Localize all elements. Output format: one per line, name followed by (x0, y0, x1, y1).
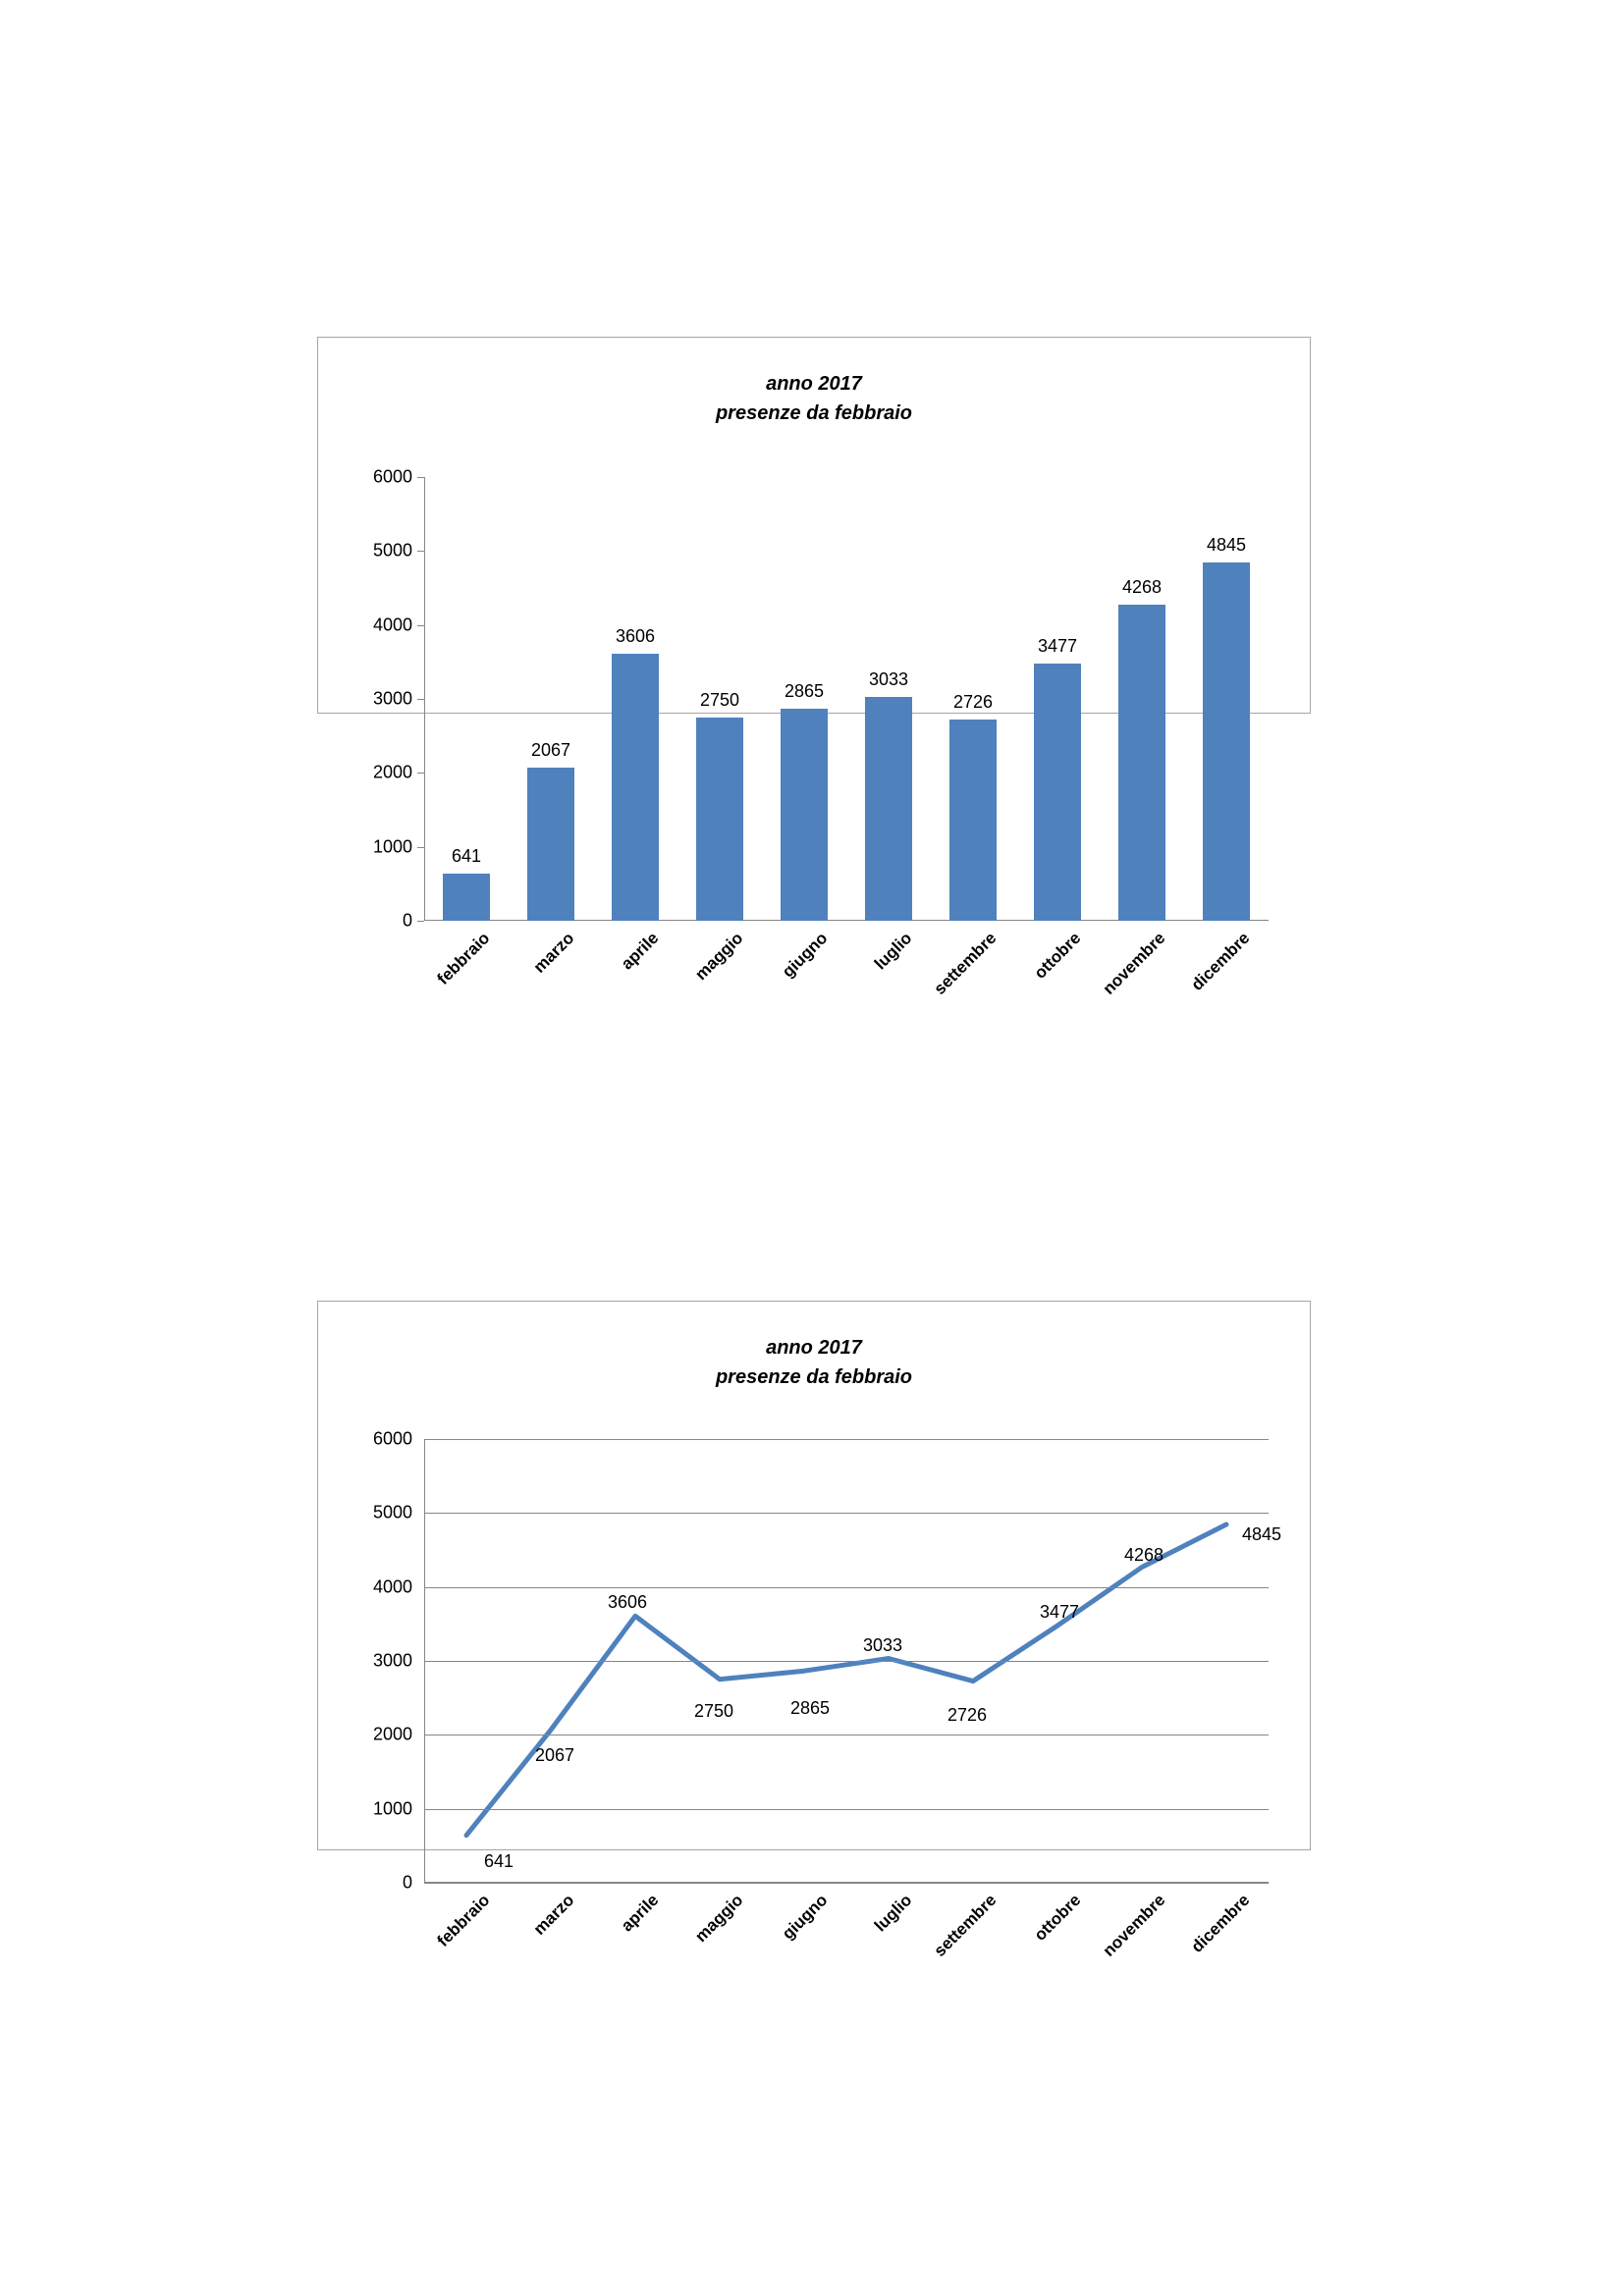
gridline (424, 1883, 1269, 1884)
x-axis-label: febbraio (433, 1891, 494, 1950)
line-chart-title (318, 1333, 1310, 1392)
y-axis-label: 1000 (372, 836, 412, 857)
x-axis-label: marzo (529, 929, 578, 977)
y-axis-label: 4000 (372, 1576, 412, 1597)
x-axis-label: luglio (870, 929, 916, 974)
line-point-value-label: 3606 (607, 1592, 648, 1613)
x-axis-label: aprile (617, 1891, 663, 1936)
bar (865, 697, 911, 921)
y-axis-label: 5000 (372, 1502, 412, 1522)
y-axis-label: 6000 (372, 466, 412, 487)
y-axis-tick (417, 625, 424, 626)
x-axis-label: luglio (870, 1891, 916, 1936)
gridline (424, 1809, 1269, 1810)
x-axis-label: maggio (691, 929, 747, 985)
line-chart-title-line1: anno 2017 (766, 1337, 862, 1359)
line-point-value-label: 2865 (789, 1698, 831, 1719)
y-axis-tick (417, 699, 424, 700)
y-axis-tick (417, 477, 424, 478)
bar (781, 709, 827, 921)
y-axis-tick (417, 847, 424, 848)
bar-value-label: 641 (451, 845, 482, 866)
line-chart-title-line2: presenze da febbraio (715, 1366, 913, 1388)
x-axis-label: giugno (778, 1891, 832, 1944)
line-chart-container (317, 1301, 1311, 1960)
x-axis-label: giugno (778, 929, 832, 982)
bar-chart-title (318, 369, 1310, 428)
x-axis-label: dicembre (1187, 1891, 1254, 1956)
bar (527, 768, 573, 921)
x-axis-label: maggio (691, 1891, 747, 1947)
bar (696, 718, 742, 921)
x-axis-label: marzo (529, 1891, 578, 1939)
y-axis-tick (417, 773, 424, 774)
y-axis-label: 2000 (372, 762, 412, 782)
line-point-value-label: 4268 (1123, 1545, 1164, 1566)
line-point-value-label: 4845 (1242, 1524, 1282, 1544)
bar-chart-y-axis (424, 477, 425, 921)
line-point-value-label: 2750 (693, 1700, 734, 1721)
x-axis-label: novembre (1099, 929, 1169, 998)
line-point-value-label: 2067 (534, 1745, 575, 1766)
bar (1118, 605, 1164, 921)
y-axis-label: 3000 (372, 688, 412, 709)
bar-value-label: 2726 (952, 691, 994, 712)
bar-chart-title-line1: anno 2017 (766, 373, 862, 395)
bar-value-label: 2865 (784, 681, 825, 702)
x-axis-label: febbraio (433, 929, 494, 988)
bar-chart-container (317, 337, 1311, 998)
y-axis-label: 0 (402, 1872, 412, 1893)
x-axis-label: ottobre (1030, 1891, 1085, 1945)
bar-value-label: 3033 (868, 668, 909, 689)
y-axis-label: 1000 (372, 1798, 412, 1819)
x-axis-label: novembre (1099, 1891, 1169, 1960)
y-axis-label: 2000 (372, 1724, 412, 1744)
y-axis-tick (417, 551, 424, 552)
y-axis-label: 5000 (372, 540, 412, 561)
y-axis-label: 4000 (372, 614, 412, 635)
gridline (424, 1513, 1269, 1514)
x-axis-label: dicembre (1187, 929, 1254, 994)
x-axis-label: aprile (617, 929, 663, 974)
line-point-value-label: 3033 (862, 1634, 903, 1655)
gridline (424, 1439, 1269, 1440)
bar-value-label: 3477 (1037, 636, 1078, 657)
line-point-value-label: 3477 (1039, 1602, 1080, 1623)
bar (443, 874, 489, 921)
y-axis-label: 3000 (372, 1650, 412, 1671)
bar-value-label: 2750 (699, 689, 740, 710)
line-point-value-label: 641 (484, 1850, 514, 1871)
bar (1034, 664, 1080, 921)
y-axis-label: 6000 (372, 1428, 412, 1449)
line-chart-plot-area (372, 1428, 1282, 1960)
bar-chart-title-line2: presenze da febbraio (715, 402, 913, 424)
y-axis-label: 0 (402, 910, 412, 931)
gridline (424, 1587, 1269, 1588)
gridline (424, 1661, 1269, 1662)
bar-value-label: 3606 (615, 626, 656, 647)
bar (612, 654, 658, 921)
x-axis-label: settembre (930, 1891, 1001, 1960)
line-point-value-label: 2726 (947, 1704, 988, 1725)
x-axis-label: settembre (930, 929, 1001, 998)
bar (949, 720, 996, 921)
bar-value-label: 2067 (530, 740, 571, 761)
x-axis-label: ottobre (1030, 929, 1085, 983)
bar (1203, 562, 1249, 921)
line-series-path (466, 1524, 1226, 1836)
y-axis-tick (417, 921, 424, 922)
bar-value-label: 4268 (1121, 577, 1163, 598)
bar-chart-plot-area (372, 466, 1269, 998)
bar-value-label: 4845 (1206, 535, 1247, 555)
